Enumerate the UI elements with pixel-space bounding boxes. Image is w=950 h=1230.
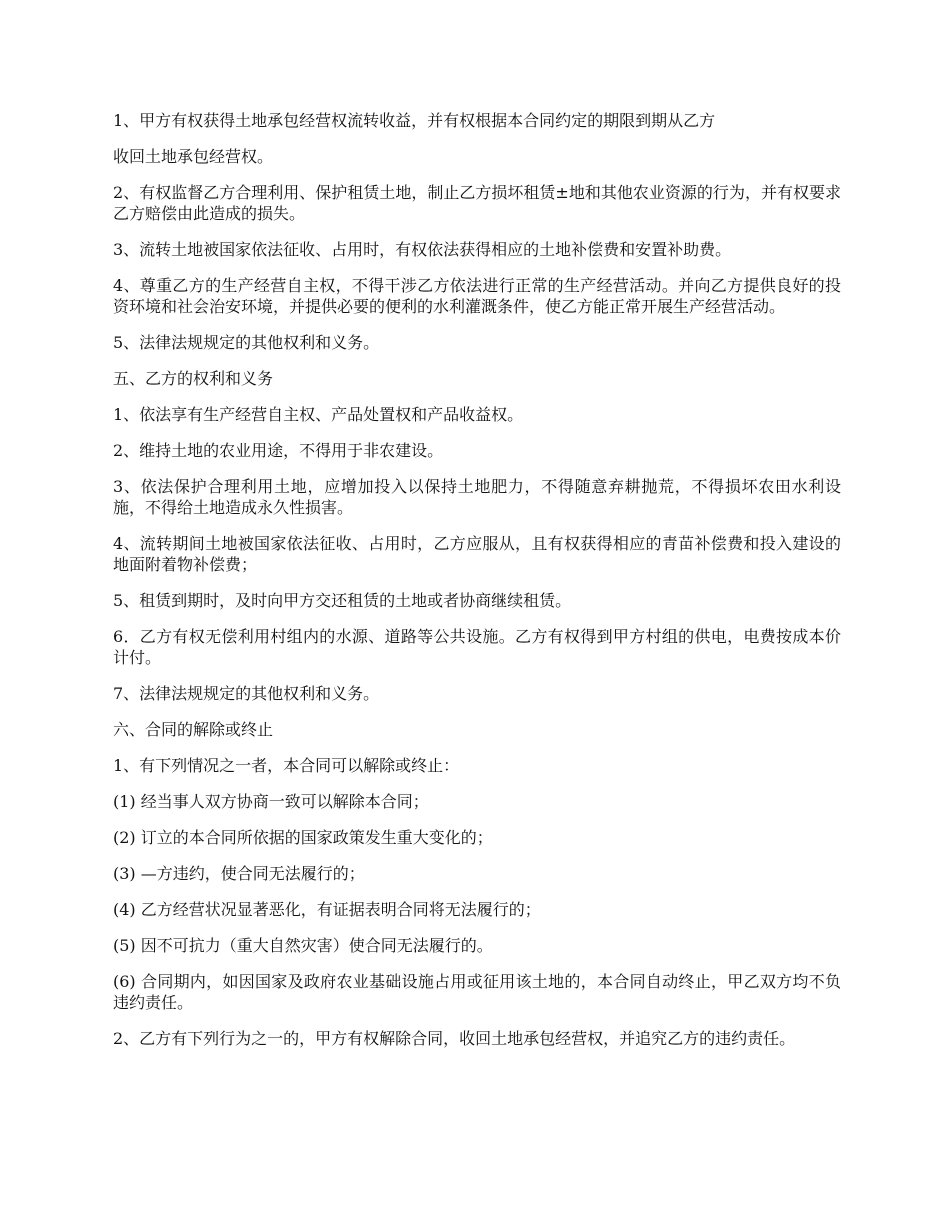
- paragraph: 4、流转期间土地被国家依法征收、占用时，乙方应服从，且有权获得相应的青苗补偿费和投入建设的地面附着物补偿费；: [113, 534, 841, 574]
- paragraph: 7、法律法规规定的其他权利和义务。: [113, 684, 380, 703]
- section-heading: 五、乙方的权利和义务: [113, 369, 274, 388]
- paragraph: 2、维持土地的农业用途，不得用于非农建设。: [113, 441, 444, 460]
- list-item: (5) 因不可抗力（重大自然灾害）使合同无法履行的。: [113, 936, 493, 955]
- paragraph: 1、有下列情况之一者，本合同可以解除或终止：: [113, 756, 460, 775]
- document-page: [113, 110, 841, 1064]
- list-item: (4) 乙方经营状况显著恶化，有证据表明合同将无法履行的；: [113, 900, 541, 919]
- paragraph: 2、乙方有下列行为之一的，甲方有权解除合同，收回土地承包经营权，并追究乙方的违约责任。: [113, 1029, 796, 1048]
- section-heading: 六、合同的解除或终止: [113, 720, 274, 739]
- list-item: (3) —方违约，使合同无法履行的；: [113, 864, 365, 883]
- paragraph: 3、依法保护合理利用土地，应增加投入以保持土地肥力，不得随意弃耕抛荒，不得损坏农田水利设施，不得给土地造成永久性损害。: [113, 477, 841, 517]
- list-item: (2) 订立的本合同所依据的国家政策发生重大变化的；: [113, 828, 493, 847]
- paragraph: 1、甲方有权获得土地承包经营权流转收益，并有权根据本合同约定的期限到期从乙方: [113, 111, 716, 130]
- paragraph: 2、有权监督乙方合理利用、保护租赁土地，制止乙方损坏租赁±地和其他农业资源的行为，并有权要求乙方赔偿由此造成的损失。: [113, 183, 841, 223]
- list-item: (6) 合同期内，如因国家及政府农业基础设施占用或征用该土地的，本合同自动终止，甲乙双方均不负违约责任。: [113, 972, 841, 1012]
- paragraph: 6．乙方有权无偿利用村组内的水源、道路等公共设施。乙方有权得到甲方村组的供电，电费按成本价计付。: [113, 627, 841, 667]
- paragraph: 5、租赁到期时，及时向甲方交还租赁的土地或者协商继续租赁。: [113, 591, 572, 610]
- paragraph: 收回土地承包经营权。: [113, 147, 274, 166]
- paragraph: 4、尊重乙方的生产经营自主权，不得干涉乙方依法进行正常的生产经营活动。并向乙方提供良好的投资环境和社会治安环境，并提供必要的便利的水利灌溉条件，使乙方能正常开展生产经营活动。: [113, 276, 841, 316]
- paragraph: 3、流转土地被国家依法征收、占用时，有权依法获得相应的土地补偿费和安置补助费。: [113, 240, 732, 259]
- paragraph: 1、依法享有生产经营自主权、产品处置权和产品收益权。: [113, 405, 524, 424]
- list-item: (1) 经当事人双方协商一致可以解除本合同；: [113, 792, 429, 811]
- paragraph: 5、法律法规规定的其他权利和义务。: [113, 333, 380, 352]
